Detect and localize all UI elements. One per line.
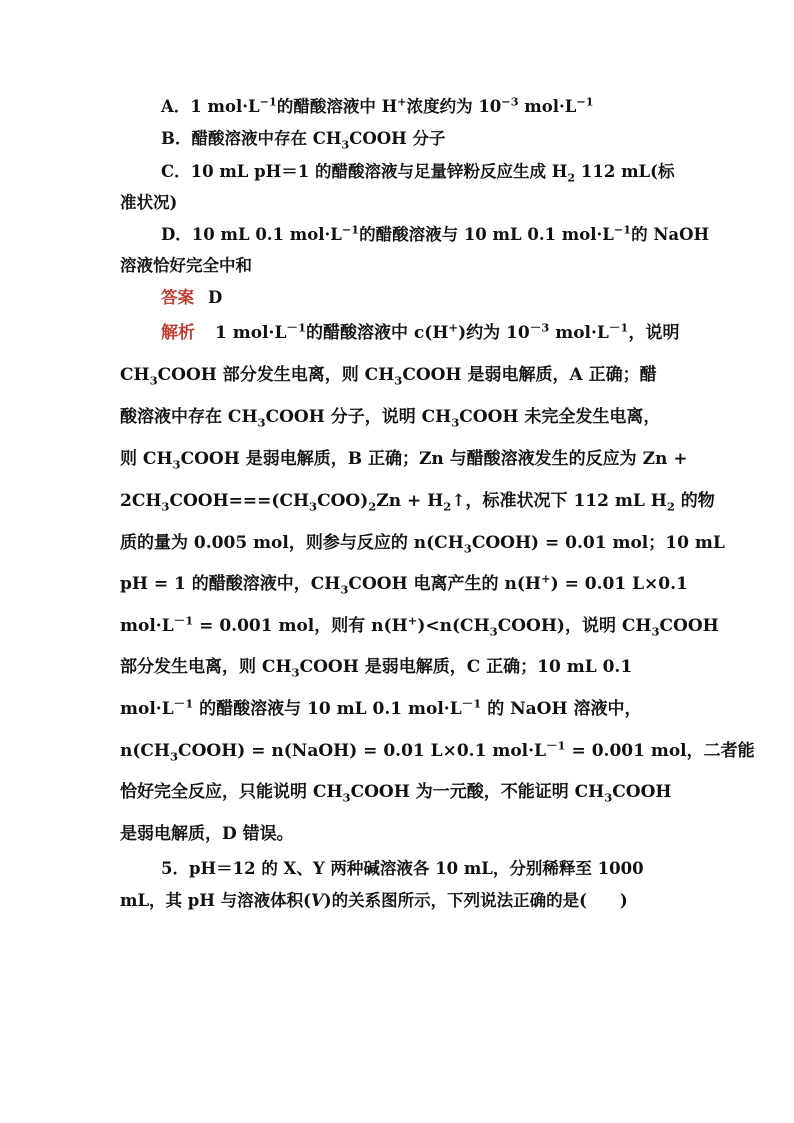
answer-label: 答案 bbox=[161, 288, 194, 307]
question-5-line2: mL，其 pH 与溶液体积(V)的关系图所示，下列说法正确的是( ) bbox=[120, 891, 628, 910]
answer-value: D bbox=[208, 288, 223, 307]
answer-line bbox=[161, 287, 222, 309]
analysis-line-2: $CH_3COOH$ 部分发生电离，则 $CH_3COOH$ 是弱电解质，A 正确；醋 bbox=[120, 365, 657, 388]
option-c-line2: 准状况) bbox=[120, 193, 178, 212]
option-d-line2: 溶液恰好完全中和 bbox=[120, 256, 252, 275]
analysis-line-9: 部分发生电离，则 $CH_3COOH$ 是弱电解质，C 正确；10 mL 0.1 bbox=[120, 657, 633, 680]
option-d-line1: D．10 mL 0.1 $mol\cdot L^{-1}$的醋酸溶液与 10 mL 0.1 $mol\cdot L^{-1}$的 NaOH bbox=[161, 222, 710, 244]
analysis-line-8: $mol\cdot L^{-1} = 0.001$ mol，则有 $n(H^+)<n(CH_3COOH)$，说明 $CH_3COOH$ bbox=[120, 613, 719, 639]
option-a: A．1 $mol\cdot L^{-1}$的醋酸溶液中 H+浓度约为 $10^{-3}$ $mol\cdot L^{-1}$ bbox=[161, 94, 594, 116]
analysis-line-1: 解析 1 $mol\cdot L^{-1}$的醋酸溶液中 c(H+)约为 $10^{-3}$ $mol\cdot L^{-1}$，说明 bbox=[161, 320, 680, 343]
analysis-line-4: 则 $CH_3COOH$ 是弱电解质，B 正确；Zn 与醋酸溶液发生的反应为 Zn + bbox=[120, 449, 688, 472]
analysis-line-6: 质的量为 0.005 mol，则参与反应的 $n(CH_3COOH) = 0.01$ mol；10 mL bbox=[120, 533, 725, 556]
analysis-line-10: $mol\cdot L^{-1}$ 的醋酸溶液与 10 mL 0.1 $mol\cdot L^{-1}$ 的 NaOH 溶液中， bbox=[120, 696, 642, 719]
question-5-line1: 5．pH＝12 的 X、Y 两种碱溶液各 10 mL，分别稀释至 1000 bbox=[161, 859, 644, 878]
analysis-line-13: 是弱电解质，D 错误。 bbox=[120, 824, 294, 844]
analysis-line-5: $2CH_3COOH===(CH_3COO)_2Zn$ + $H_2↑$，标准状况下 112 mL $H_2$ 的物 bbox=[120, 491, 715, 514]
option-c-line1: C．10 mL pH＝1 的醋酸溶液与足量锌粉反应生成 $H_2$ 112 mL(标 bbox=[161, 162, 675, 185]
analysis-label: 解析 bbox=[161, 323, 195, 343]
analysis-line-3: 酸溶液中存在 $CH_3COOH$ 分子，说明 $CH_3COOH$ 未完全发生电离， bbox=[120, 407, 661, 430]
option-b: B．醋酸溶液中存在 $CH_3COOH$ 分子 bbox=[161, 129, 446, 152]
analysis-line-7: pH = 1 的醋酸溶液中，$CH_3COOH$ 电离产生的 n(H+) = 0.01 L×0.1 bbox=[120, 571, 688, 597]
analysis-line-12: 恰好完全反应，只能说明 $CH_3COOH$ 为一元酸，不能证明 $CH_3COOH$ bbox=[120, 782, 672, 805]
analysis-line-11: $n(CH_3COOH)$ = n(NaOH) = 0.01 L×0.1 $mol\cdot L^{-1} = 0.001$ mol，二者能 bbox=[120, 738, 755, 764]
